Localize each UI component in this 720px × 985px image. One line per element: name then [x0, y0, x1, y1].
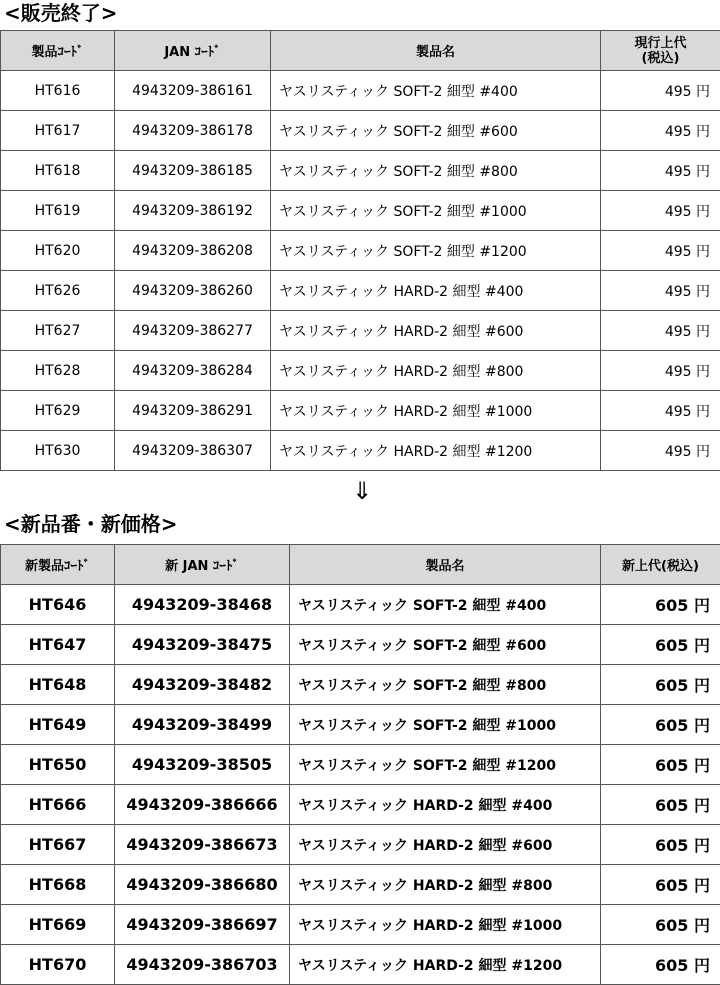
cell-price: 605 円	[601, 745, 720, 785]
cell-code: HT620	[1, 231, 115, 271]
cell-code: HT626	[1, 271, 115, 311]
cell-name: ヤスリスティック HARD-2 細型 #1000	[271, 391, 601, 431]
header-jan: JAN ｺｰﾄﾞ	[115, 31, 271, 71]
cell-code: HT618	[1, 151, 115, 191]
header-row	[1, 31, 720, 71]
cell-code: HT629	[1, 391, 115, 431]
header-code: 製品ｺｰﾄﾞ	[1, 31, 115, 71]
header-price-line1: 現行上代	[601, 36, 720, 51]
cell-price: 495 円	[601, 391, 720, 431]
header-name: 製品名	[271, 31, 601, 71]
table-row	[1, 191, 720, 231]
cell-jan: 4943209-386178	[115, 111, 271, 151]
header-code: 新製品ｺｰﾄﾞ	[1, 545, 115, 585]
cell-code: HT630	[1, 431, 115, 471]
down-arrow-icon: ⇓	[352, 478, 372, 504]
cell-jan: 4943209-38499	[115, 705, 290, 745]
cell-jan: 4943209-38505	[115, 745, 290, 785]
table-row	[1, 745, 720, 785]
cell-name: ヤスリスティック HARD-2 細型 #1200	[290, 945, 601, 985]
cell-name: ヤスリスティック SOFT-2 細型 #600	[271, 111, 601, 151]
cell-jan: 4943209-386291	[115, 391, 271, 431]
cell-name: ヤスリスティック SOFT-2 細型 #400	[271, 71, 601, 111]
cell-jan: 4943209-38482	[115, 665, 290, 705]
cell-code: HT628	[1, 351, 115, 391]
cell-name: ヤスリスティック HARD-2 細型 #600	[290, 825, 601, 865]
cell-code: HT627	[1, 311, 115, 351]
cell-price: 495 円	[601, 191, 720, 231]
cell-jan: 4943209-386666	[115, 785, 290, 825]
cell-code: HT646	[1, 585, 115, 625]
new-products-table	[0, 544, 720, 985]
cell-name: ヤスリスティック SOFT-2 細型 #1200	[290, 745, 601, 785]
table-row	[1, 625, 720, 665]
cell-jan: 4943209-38475	[115, 625, 290, 665]
cell-code: HT667	[1, 825, 115, 865]
table-row	[1, 71, 720, 111]
cell-code: HT669	[1, 905, 115, 945]
table-row	[1, 785, 720, 825]
cell-name: ヤスリスティック SOFT-2 細型 #600	[290, 625, 601, 665]
cell-price: 605 円	[601, 865, 720, 905]
table-row	[1, 351, 720, 391]
cell-jan: 4943209-386277	[115, 311, 271, 351]
cell-price: 605 円	[601, 945, 720, 985]
cell-price: 495 円	[601, 351, 720, 391]
cell-name: ヤスリスティック HARD-2 細型 #800	[271, 351, 601, 391]
cell-code: HT617	[1, 111, 115, 151]
cell-jan: 4943209-38468	[115, 585, 290, 625]
cell-jan: 4943209-386284	[115, 351, 271, 391]
table-row	[1, 585, 720, 625]
cell-price: 495 円	[601, 151, 720, 191]
cell-price: 605 円	[601, 705, 720, 745]
cell-price: 495 円	[601, 271, 720, 311]
cell-price: 495 円	[601, 111, 720, 151]
table-row	[1, 865, 720, 905]
table-row	[1, 151, 720, 191]
cell-code: HT649	[1, 705, 115, 745]
cell-jan: 4943209-386697	[115, 905, 290, 945]
table-row	[1, 945, 720, 985]
discontinued-title: <販売終了>	[4, 0, 118, 26]
cell-name: ヤスリスティック HARD-2 細型 #400	[271, 271, 601, 311]
cell-jan: 4943209-386161	[115, 71, 271, 111]
header-name: 製品名	[290, 545, 601, 585]
table-row	[1, 665, 720, 705]
cell-price: 495 円	[601, 431, 720, 471]
cell-price: 605 円	[601, 585, 720, 625]
cell-name: ヤスリスティック HARD-2 細型 #600	[271, 311, 601, 351]
cell-code: HT647	[1, 625, 115, 665]
cell-jan: 4943209-386703	[115, 945, 290, 985]
header-row	[1, 545, 720, 585]
cell-price: 605 円	[601, 905, 720, 945]
cell-price: 605 円	[601, 625, 720, 665]
cell-jan: 4943209-386185	[115, 151, 271, 191]
cell-price: 495 円	[601, 311, 720, 351]
header-price-line2: (税込)	[601, 51, 720, 66]
cell-jan: 4943209-386260	[115, 271, 271, 311]
cell-code: HT648	[1, 665, 115, 705]
table-row	[1, 311, 720, 351]
cell-name: ヤスリスティック HARD-2 細型 #400	[290, 785, 601, 825]
cell-jan: 4943209-386680	[115, 865, 290, 905]
table-row	[1, 231, 720, 271]
table-row	[1, 391, 720, 431]
cell-code: HT668	[1, 865, 115, 905]
cell-code: HT619	[1, 191, 115, 231]
cell-name: ヤスリスティック HARD-2 細型 #800	[290, 865, 601, 905]
header-jan: 新 JAN ｺｰﾄﾞ	[115, 545, 290, 585]
new-products-title: <新品番・新価格>	[4, 511, 178, 537]
cell-price: 605 円	[601, 825, 720, 865]
cell-jan: 4943209-386208	[115, 231, 271, 271]
cell-code: HT666	[1, 785, 115, 825]
cell-name: ヤスリスティック SOFT-2 細型 #800	[290, 665, 601, 705]
cell-name: ヤスリスティック SOFT-2 細型 #1000	[271, 191, 601, 231]
cell-price: 605 円	[601, 665, 720, 705]
discontinued-table	[0, 30, 720, 471]
table-row	[1, 705, 720, 745]
cell-jan: 4943209-386673	[115, 825, 290, 865]
table-row	[1, 271, 720, 311]
table-row	[1, 825, 720, 865]
cell-name: ヤスリスティック SOFT-2 細型 #1200	[271, 231, 601, 271]
cell-name: ヤスリスティック SOFT-2 細型 #800	[271, 151, 601, 191]
cell-name: ヤスリスティック SOFT-2 細型 #1000	[290, 705, 601, 745]
header-price: 新上代(税込)	[601, 545, 720, 585]
cell-price: 605 円	[601, 785, 720, 825]
table-row	[1, 431, 720, 471]
cell-name: ヤスリスティック HARD-2 細型 #1000	[290, 905, 601, 945]
cell-name: ヤスリスティック SOFT-2 細型 #400	[290, 585, 601, 625]
cell-jan: 4943209-386192	[115, 191, 271, 231]
table-row	[1, 111, 720, 151]
cell-name: ヤスリスティック HARD-2 細型 #1200	[271, 431, 601, 471]
cell-code: HT650	[1, 745, 115, 785]
table-row	[1, 905, 720, 945]
cell-code: HT670	[1, 945, 115, 985]
cell-code: HT616	[1, 71, 115, 111]
cell-jan: 4943209-386307	[115, 431, 271, 471]
cell-price: 495 円	[601, 231, 720, 271]
header-price	[601, 31, 720, 71]
cell-price: 495 円	[601, 71, 720, 111]
